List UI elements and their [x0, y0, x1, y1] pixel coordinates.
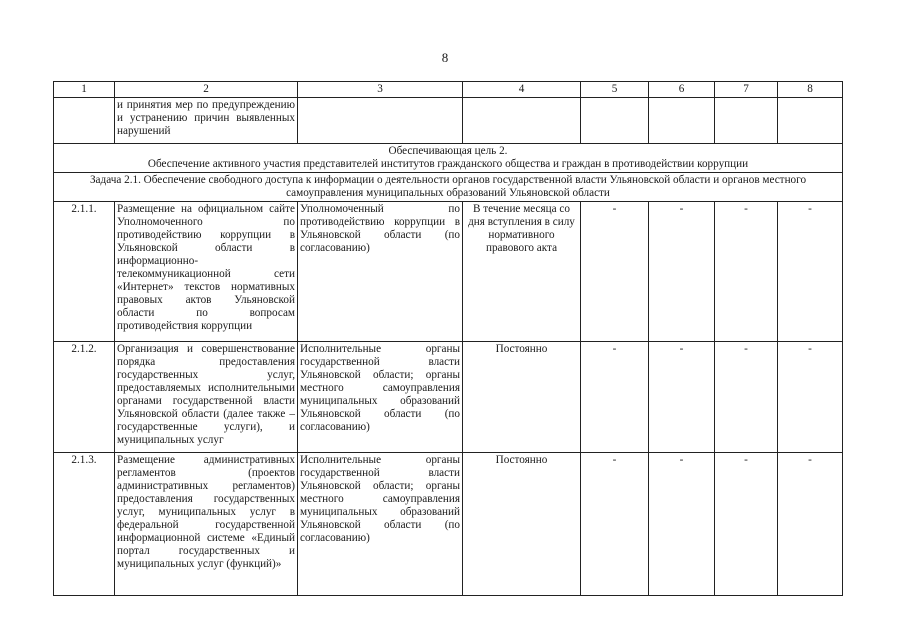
- table-cell: [581, 98, 649, 144]
- executor-cell: Исполнительные органы государственной власти Ульяновской области; органы местного самоуправления муниципальных образований Ульяновской области (по согласованию): [298, 342, 463, 453]
- value-cell: -: [778, 342, 843, 453]
- value-cell: -: [649, 342, 715, 453]
- table-cell: [715, 98, 778, 144]
- page-number: 8: [441, 50, 449, 65]
- goal-description: Обеспечение активного участия представителей институтов гражданского общества и граждан в противодействии коррупции: [147, 158, 749, 170]
- table-cell: [54, 98, 115, 144]
- action-cell: Организация и совершенствование порядка предоставления государственных услуг, предоставляемых исполнительными органами государственной власти Ульяновской области (далее также – государственные услуги), и муниципальных услуг: [115, 342, 298, 453]
- goal-title: Обеспечивающая цель 2.: [388, 145, 508, 157]
- goal-heading: [54, 144, 843, 173]
- goal-row: [54, 144, 843, 173]
- task-heading: Задача 2.1. Обеспечение свободного доступа к информации о деятельности органов государственной власти Ульяновской области и органов местного самоуправления муниципальных образований Ульяновской области: [54, 173, 843, 202]
- table-cell: [298, 98, 463, 144]
- executor-cell: Исполнительные органы государственной власти Ульяновской области; органы местного самоуправления муниципальных образований Ульяновской области (по согласованию): [298, 453, 463, 596]
- action-cell: Размещение на официальном сайте Уполномоченного по противодействию коррупции в Ульяновской области в информационно-телекоммуникационной сети «Интернет» текстов нормативных правовых актов Ульяновской области по вопросам противодействия коррупции: [115, 202, 298, 342]
- value-cell: -: [649, 453, 715, 596]
- table-cell: [463, 98, 581, 144]
- measures-table: [53, 81, 843, 596]
- table-cell: [649, 98, 715, 144]
- row-number: 2.1.2.: [54, 342, 115, 453]
- table-row: [54, 342, 843, 453]
- table-row: [54, 453, 843, 596]
- value-cell: -: [778, 202, 843, 342]
- row-number: 2.1.3.: [54, 453, 115, 596]
- column-number-cell: 6: [649, 82, 715, 98]
- value-cell: -: [649, 202, 715, 342]
- row-number: 2.1.1.: [54, 202, 115, 342]
- value-cell: -: [715, 453, 778, 596]
- column-number-cell: 5: [581, 82, 649, 98]
- continuation-text: и принятия мер по предупреждению и устранению причин выявленных нарушений: [115, 98, 298, 144]
- term-cell: Постоянно: [463, 453, 581, 596]
- value-cell: -: [715, 202, 778, 342]
- column-number-cell: 8: [778, 82, 843, 98]
- column-number-cell: 4: [463, 82, 581, 98]
- column-number-cell: 2: [115, 82, 298, 98]
- column-number-cell: 1: [54, 82, 115, 98]
- term-cell: В течение месяца со дня вступления в силу нормативного правового акта: [463, 202, 581, 342]
- value-cell: -: [778, 453, 843, 596]
- table-row: [54, 202, 843, 342]
- executor-cell: Уполномоченный по противодействию коррупции в Ульяновской области (по согласованию): [298, 202, 463, 342]
- column-number-cell: 7: [715, 82, 778, 98]
- value-cell: -: [715, 342, 778, 453]
- value-cell: -: [581, 342, 649, 453]
- column-number-row: [54, 82, 843, 98]
- column-number-cell: 3: [298, 82, 463, 98]
- value-cell: -: [581, 202, 649, 342]
- value-cell: -: [581, 453, 649, 596]
- table-cell: [778, 98, 843, 144]
- action-cell: Размещение административных регламентов (проектов административных регламентов) предоставления государственных услуг, муниципальных услуг в федеральной государственной информационной системе «Единый портал государственных и муниципальных услуг (функций)»: [115, 453, 298, 596]
- continuation-row: [54, 98, 843, 144]
- task-row: [54, 173, 843, 202]
- term-cell: Постоянно: [463, 342, 581, 453]
